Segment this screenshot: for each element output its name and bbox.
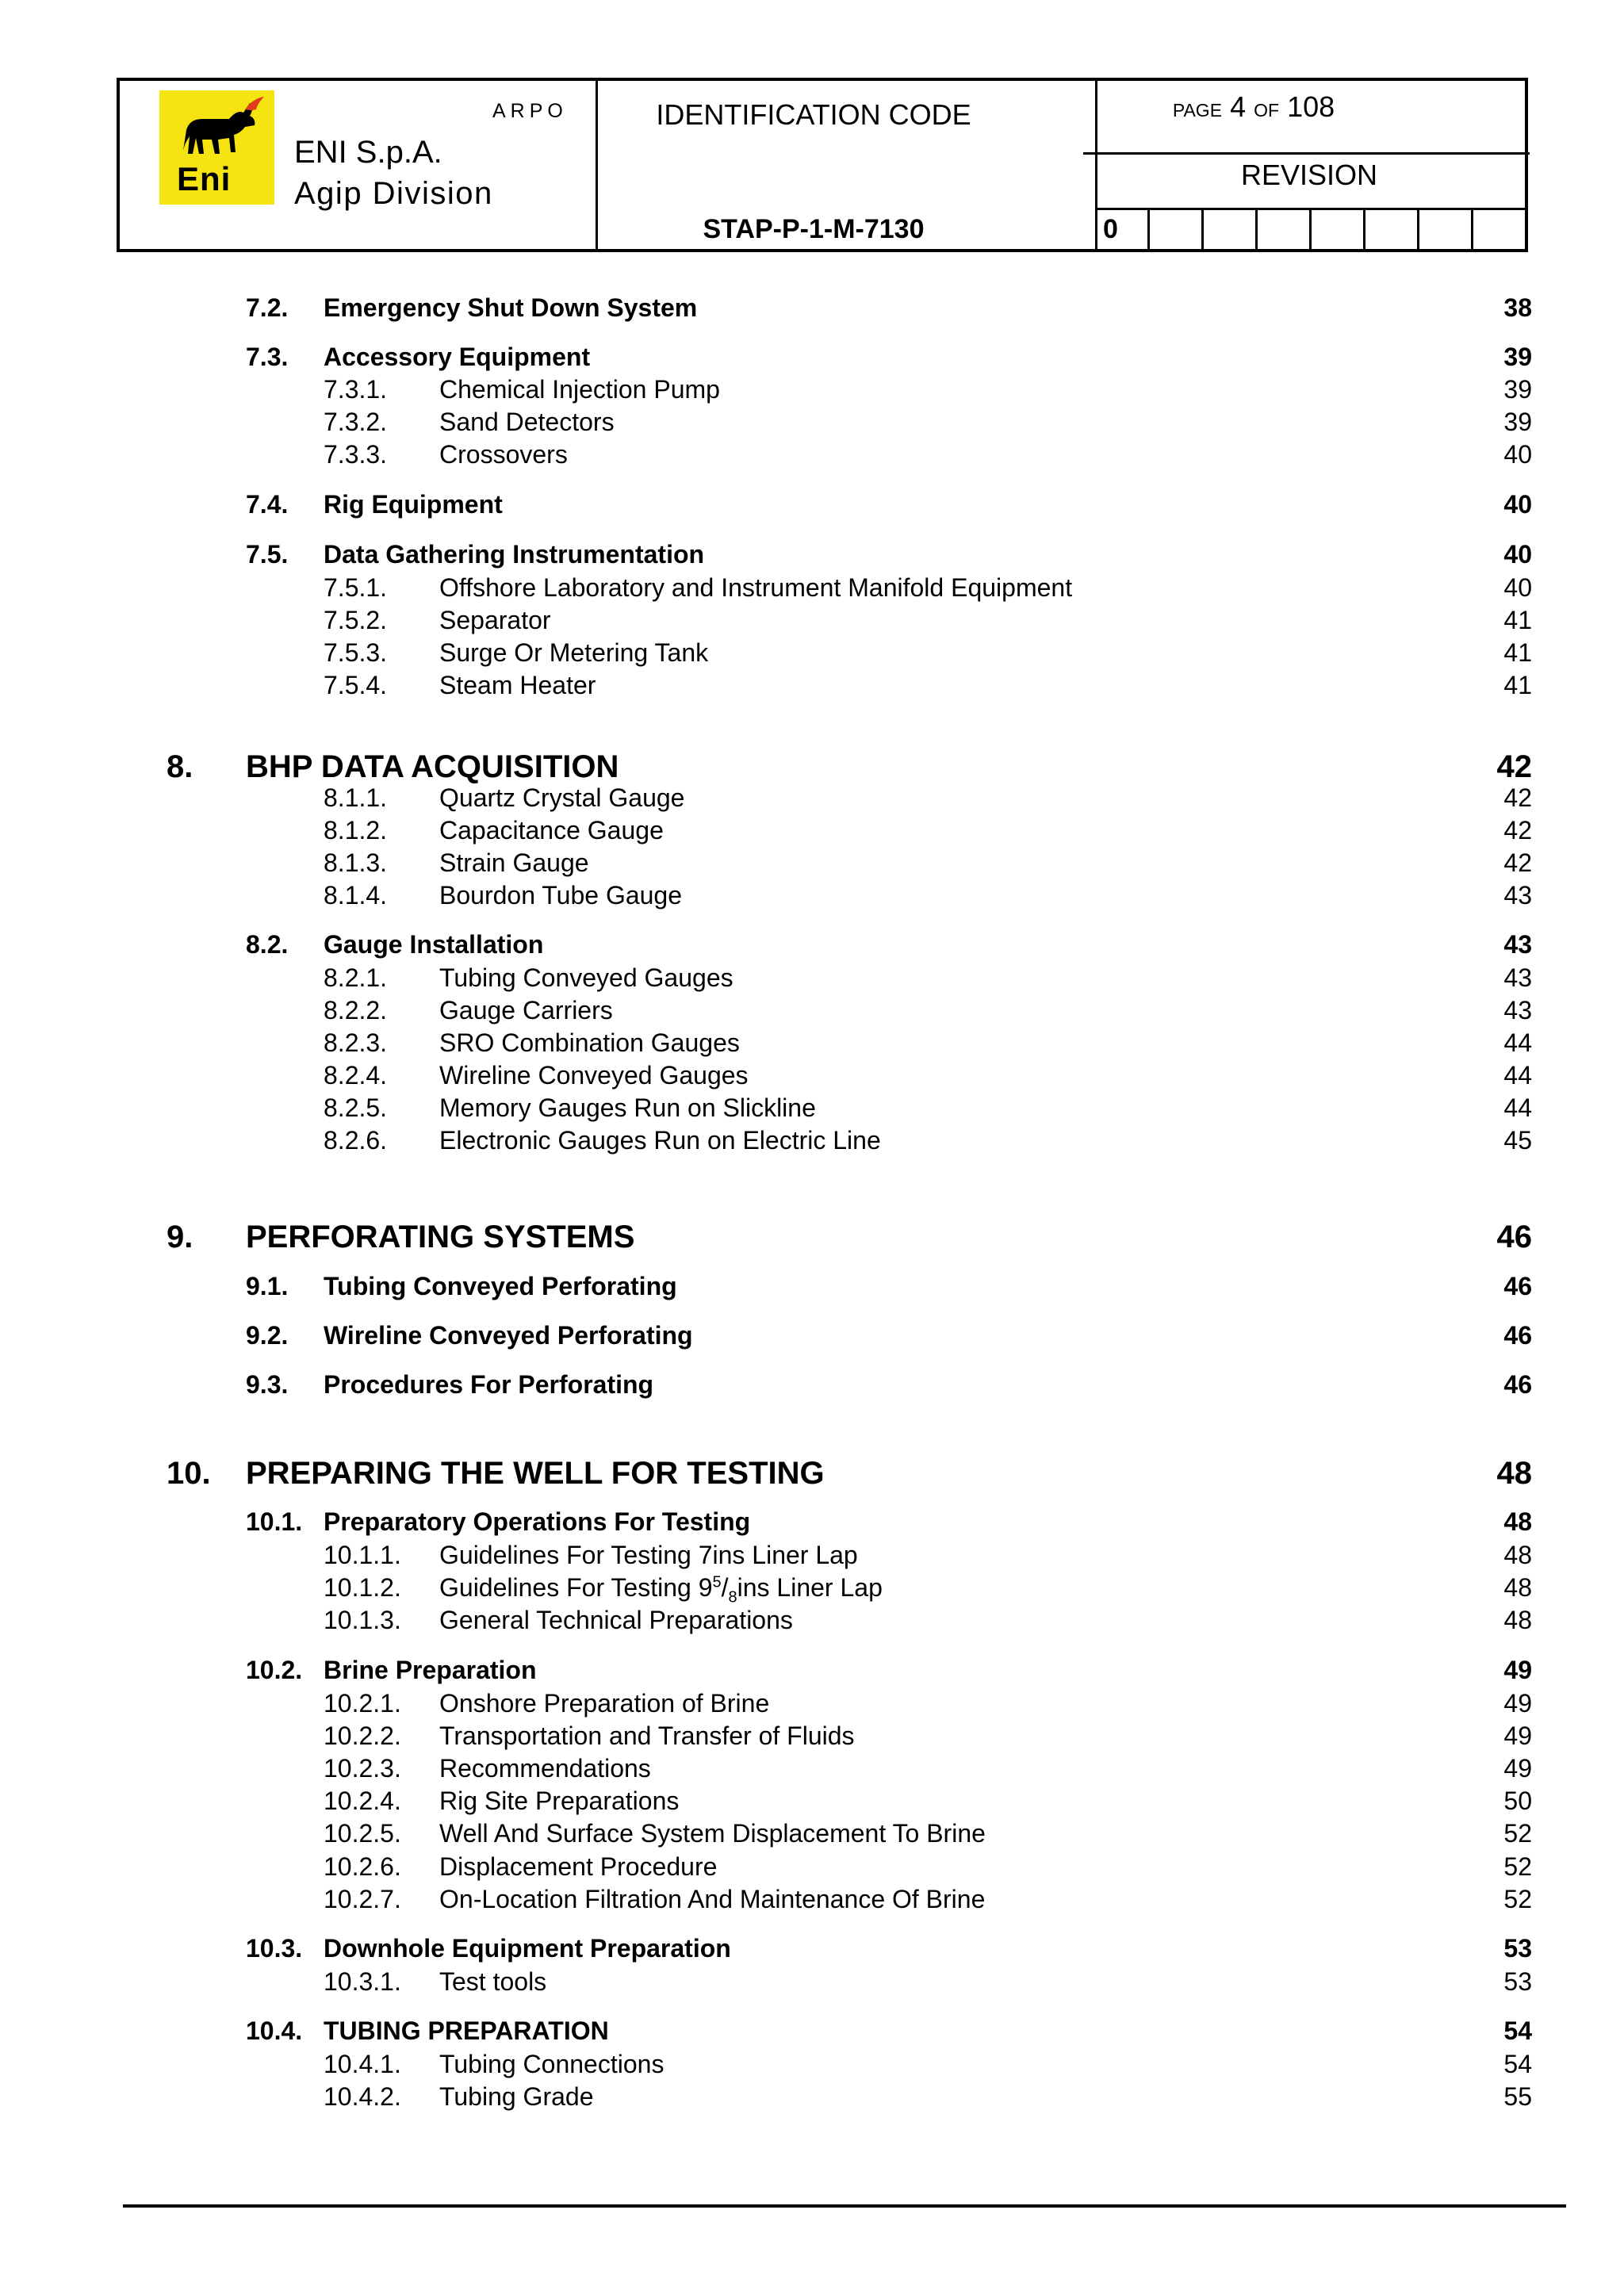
toc-number: 8.1.4. bbox=[324, 881, 388, 910]
revision-cell-divider bbox=[1309, 208, 1312, 249]
toc-number: 10.2. bbox=[246, 1656, 303, 1684]
toc-title: Wireline Conveyed Gauges bbox=[439, 1061, 749, 1090]
toc-subsection[interactable] bbox=[0, 440, 1624, 473]
toc-number: 10.4.1. bbox=[324, 2050, 401, 2078]
page-total: 108 bbox=[1287, 90, 1335, 123]
toc-number: 10.1.3. bbox=[324, 1606, 401, 1634]
toc-title: Separator bbox=[439, 606, 551, 634]
fraction-denominator: 8 bbox=[728, 1588, 737, 1607]
toc-title: Memory Gauges Run on Slickline bbox=[439, 1093, 816, 1122]
toc-subsection[interactable] bbox=[0, 2050, 1624, 2083]
toc-title-text: ins Liner Lap bbox=[737, 1573, 883, 1602]
toc-number: 7.3. bbox=[246, 343, 289, 371]
toc-page-number: 53 bbox=[1503, 1934, 1532, 1963]
toc-title: Crossovers bbox=[439, 440, 568, 469]
toc-page-number: 38 bbox=[1503, 293, 1532, 322]
toc-page-number: 39 bbox=[1503, 408, 1532, 436]
toc-title-text: Guidelines For Testing 9 bbox=[439, 1573, 713, 1602]
toc-subsection[interactable] bbox=[0, 1061, 1624, 1094]
toc-title: On-Location Filtration And Maintenance Of Brine bbox=[439, 1885, 986, 1913]
toc-page-number: 52 bbox=[1503, 1852, 1532, 1881]
header-divider bbox=[1083, 152, 1530, 155]
toc-page-number: 54 bbox=[1503, 2016, 1532, 2045]
toc-section[interactable] bbox=[0, 1370, 1624, 1404]
toc-subsection[interactable] bbox=[0, 816, 1624, 849]
toc-page-number: 50 bbox=[1503, 1787, 1532, 1815]
toc-page-number: 45 bbox=[1503, 1126, 1532, 1155]
toc-section[interactable] bbox=[0, 293, 1624, 327]
toc-page-number: 52 bbox=[1503, 1819, 1532, 1848]
toc-page-number: 40 bbox=[1503, 440, 1532, 469]
identification-code-label: IDENTIFICATION CODE bbox=[656, 98, 971, 131]
toc-title: TUBING PREPARATION bbox=[324, 2016, 609, 2045]
toc-number: 7.5.1. bbox=[324, 573, 388, 602]
toc-number: 9.2. bbox=[246, 1321, 289, 1350]
toc-section[interactable] bbox=[0, 1934, 1624, 1967]
toc-title: Quartz Crystal Gauge bbox=[439, 783, 685, 812]
toc-page-number: 48 bbox=[1503, 1541, 1532, 1569]
toc-number: 8.2.2. bbox=[324, 996, 388, 1024]
toc-page-number: 48 bbox=[1496, 1456, 1532, 1491]
toc-title: Procedures For Perforating bbox=[324, 1370, 654, 1399]
toc-section[interactable] bbox=[0, 490, 1624, 523]
division-name: Agip Division bbox=[294, 176, 493, 211]
toc-title: Test tools bbox=[439, 1967, 547, 1996]
toc-title: Chemical Injection Pump bbox=[439, 375, 720, 404]
toc-number: 10.1.2. bbox=[324, 1573, 401, 1602]
toc-subsection[interactable] bbox=[0, 671, 1624, 704]
toc-number: 10.3.1. bbox=[324, 1967, 401, 1996]
toc-subsection[interactable] bbox=[0, 1093, 1624, 1127]
toc-subsection[interactable] bbox=[0, 1028, 1624, 1062]
toc-title: Gauge Carriers bbox=[439, 996, 613, 1024]
toc-subsection[interactable] bbox=[0, 1126, 1624, 1159]
toc-number: 10.2.7. bbox=[324, 1885, 401, 1913]
toc-title: Well And Surface System Displacement To Brine bbox=[439, 1819, 986, 1848]
page-indicator bbox=[1095, 90, 1412, 124]
document-code: STAP-P-1-M-7130 bbox=[703, 214, 925, 244]
logo-wordmark: Eni bbox=[170, 160, 264, 198]
toc-number: 8.1.1. bbox=[324, 783, 388, 812]
toc-page-number: 44 bbox=[1503, 1061, 1532, 1090]
toc-subsection[interactable] bbox=[0, 963, 1624, 997]
toc-subsection[interactable] bbox=[0, 1721, 1624, 1755]
toc-page-number: 48 bbox=[1503, 1507, 1532, 1536]
toc-page-number: 42 bbox=[1503, 816, 1532, 844]
toc-page-number: 39 bbox=[1503, 375, 1532, 404]
toc-page-number: 55 bbox=[1503, 2082, 1532, 2111]
toc-page-number: 54 bbox=[1503, 2050, 1532, 2078]
toc-page-number: 52 bbox=[1503, 1885, 1532, 1913]
toc-page-number: 40 bbox=[1503, 573, 1532, 602]
toc-section[interactable] bbox=[0, 2016, 1624, 2050]
toc-title: Tubing Conveyed Gauges bbox=[439, 963, 733, 992]
toc-page-number: 40 bbox=[1503, 490, 1532, 519]
toc-subsection[interactable] bbox=[0, 1852, 1624, 1886]
toc-subsection[interactable] bbox=[0, 638, 1624, 672]
of-label: OF bbox=[1254, 100, 1280, 121]
toc-number: 7.3.2. bbox=[324, 408, 388, 436]
toc-title: Wireline Conveyed Perforating bbox=[324, 1321, 693, 1350]
page-label: PAGE bbox=[1172, 100, 1223, 121]
toc-page-number: 43 bbox=[1503, 963, 1532, 992]
toc-page-number: 43 bbox=[1503, 881, 1532, 910]
toc-subsection[interactable] bbox=[0, 408, 1624, 441]
toc-title: Surge Or Metering Tank bbox=[439, 638, 709, 667]
toc-title: Bourdon Tube Gauge bbox=[439, 881, 683, 910]
toc-title: PREPARING THE WELL FOR TESTING bbox=[246, 1456, 825, 1491]
page-number: 4 bbox=[1230, 90, 1247, 123]
toc-subsection[interactable] bbox=[0, 1689, 1624, 1722]
toc-title: Onshore Preparation of Brine bbox=[439, 1689, 770, 1718]
toc-number: 8. bbox=[167, 749, 193, 784]
toc-number: 10.3. bbox=[246, 1934, 303, 1963]
toc-number: 9.1. bbox=[246, 1272, 289, 1300]
toc-page-number: 40 bbox=[1503, 540, 1532, 569]
toc-number: 8.2.1. bbox=[324, 963, 388, 992]
toc-subsection[interactable] bbox=[0, 1787, 1624, 1820]
toc-page-number: 41 bbox=[1503, 671, 1532, 699]
toc-number: 10.2.6. bbox=[324, 1852, 401, 1881]
toc-number: 7.2. bbox=[246, 293, 289, 322]
toc-page-number: 39 bbox=[1503, 343, 1532, 371]
toc-number: 8.2.6. bbox=[324, 1126, 388, 1155]
toc-title: Offshore Laboratory and Instrument Manifold Equipment bbox=[439, 573, 1073, 602]
toc-subsection[interactable] bbox=[0, 1967, 1624, 2001]
toc-subsection[interactable] bbox=[0, 1541, 1624, 1574]
toc-title: Rig Equipment bbox=[324, 490, 503, 519]
toc-section[interactable] bbox=[0, 343, 1624, 376]
footer-rule bbox=[123, 2204, 1566, 2208]
toc-number: 7.4. bbox=[246, 490, 289, 519]
revision-label: REVISION bbox=[1240, 159, 1378, 191]
toc-number: 10.2.4. bbox=[324, 1787, 401, 1815]
toc-subsection[interactable] bbox=[0, 1885, 1624, 1918]
toc-number: 7.5. bbox=[246, 540, 289, 569]
toc-section[interactable] bbox=[0, 1656, 1624, 1689]
toc-page-number: 42 bbox=[1503, 783, 1532, 812]
toc-number: 8.2.4. bbox=[324, 1061, 388, 1090]
toc-title: BHP DATA ACQUISITION bbox=[246, 749, 619, 784]
toc-section[interactable] bbox=[0, 1321, 1624, 1354]
toc-title: Tubing Conveyed Perforating bbox=[324, 1272, 677, 1300]
toc-number: 10.1. bbox=[246, 1507, 303, 1536]
toc-title: SRO Combination Gauges bbox=[439, 1028, 740, 1057]
toc-number: 7.3.1. bbox=[324, 375, 388, 404]
toc-number: 7.5.2. bbox=[324, 606, 388, 634]
toc-title: Tubing Connections bbox=[439, 2050, 665, 2078]
toc-title: Gauge Installation bbox=[324, 930, 544, 959]
toc-page-number: 42 bbox=[1503, 848, 1532, 877]
toc-chapter[interactable] bbox=[0, 1456, 1624, 1489]
toc-subsection[interactable] bbox=[0, 1819, 1624, 1852]
toc-page-number: 49 bbox=[1503, 1721, 1532, 1750]
toc-number: 10.4. bbox=[246, 2016, 303, 2045]
toc-title: Strain Gauge bbox=[439, 848, 589, 877]
toc-number: 7.5.3. bbox=[324, 638, 388, 667]
toc-page-number: 46 bbox=[1503, 1370, 1532, 1399]
toc-subsection[interactable] bbox=[0, 1573, 1624, 1607]
toc-subsection[interactable] bbox=[0, 881, 1624, 914]
toc-number: 10.2.2. bbox=[324, 1721, 401, 1750]
toc-title: Tubing Grade bbox=[439, 2082, 594, 2111]
toc-title: Steam Heater bbox=[439, 671, 596, 699]
toc-page-number: 48 bbox=[1503, 1606, 1532, 1634]
toc-title: Sand Detectors bbox=[439, 408, 615, 436]
toc-subsection[interactable] bbox=[0, 375, 1624, 408]
toc-number: 9. bbox=[167, 1220, 193, 1254]
six-legged-dog-icon bbox=[167, 95, 266, 165]
toc-number: 10.1.1. bbox=[324, 1541, 401, 1569]
eni-logo bbox=[159, 90, 274, 205]
toc-chapter[interactable] bbox=[0, 1220, 1624, 1253]
toc-subsection[interactable] bbox=[0, 573, 1624, 607]
toc-page-number: 46 bbox=[1503, 1272, 1532, 1300]
toc-subsection[interactable] bbox=[0, 848, 1624, 882]
toc-number: 7.3.3. bbox=[324, 440, 388, 469]
toc-number: 10.4.2. bbox=[324, 2082, 401, 2111]
toc-number: 8.2. bbox=[246, 930, 289, 959]
toc-page-number: 44 bbox=[1503, 1093, 1532, 1122]
revision-cell-divider bbox=[1363, 208, 1365, 249]
toc-title: Emergency Shut Down System bbox=[324, 293, 698, 322]
toc-page-number: 49 bbox=[1503, 1689, 1532, 1718]
toc-subsection[interactable] bbox=[0, 996, 1624, 1029]
toc-subsection[interactable] bbox=[0, 606, 1624, 639]
toc-page-number: 53 bbox=[1503, 1967, 1532, 1996]
toc-section[interactable] bbox=[0, 1272, 1624, 1305]
toc-page-number: 43 bbox=[1503, 930, 1532, 959]
revision-cell-divider bbox=[1147, 208, 1150, 249]
toc-title: Guidelines For Testing 7ins Liner Lap bbox=[439, 1541, 858, 1569]
toc-page-number: 42 bbox=[1496, 749, 1532, 784]
toc-number: 9.3. bbox=[246, 1370, 289, 1399]
toc-number: 10.2.1. bbox=[324, 1689, 401, 1718]
toc-title: Brine Preparation bbox=[324, 1656, 537, 1684]
toc-subsection[interactable] bbox=[0, 2082, 1624, 2116]
toc-number: 10. bbox=[167, 1456, 211, 1491]
toc-title: Data Gathering Instrumentation bbox=[324, 540, 705, 569]
toc-page-number: 49 bbox=[1503, 1754, 1532, 1783]
toc-page-number: 48 bbox=[1503, 1573, 1532, 1602]
toc-title: Guidelines For Testing $9^5/_8ins$ Liner Lap bbox=[439, 1573, 883, 1607]
toc-chapter[interactable] bbox=[0, 749, 1624, 783]
toc-title: General Technical Preparations bbox=[439, 1606, 793, 1634]
toc-title: Transportation and Transfer of Fluids bbox=[439, 1721, 855, 1750]
document-header bbox=[117, 78, 1528, 252]
toc-page-number: 41 bbox=[1503, 606, 1532, 634]
revision-cell-divider bbox=[1201, 208, 1204, 249]
toc-page-number: 41 bbox=[1503, 638, 1532, 667]
toc-title: Electronic Gauges Run on Electric Line bbox=[439, 1126, 881, 1155]
toc-subsection[interactable] bbox=[0, 1754, 1624, 1787]
toc-page-number: 49 bbox=[1503, 1656, 1532, 1684]
toc-page-number: 46 bbox=[1496, 1220, 1532, 1254]
toc-number: 8.2.3. bbox=[324, 1028, 388, 1057]
toc-title: Capacitance Gauge bbox=[439, 816, 664, 844]
toc-section[interactable] bbox=[0, 930, 1624, 963]
fraction-numerator: 5 bbox=[712, 1573, 722, 1591]
revision-cell-divider bbox=[1255, 208, 1258, 249]
toc-title: Recommendations bbox=[439, 1754, 651, 1783]
toc-number: 8.2.5. bbox=[324, 1093, 388, 1122]
toc-title: Displacement Procedure bbox=[439, 1852, 718, 1881]
toc-page-number: 43 bbox=[1503, 996, 1532, 1024]
org-label: ARPO bbox=[492, 100, 568, 122]
toc-title: Rig Site Preparations bbox=[439, 1787, 680, 1815]
toc-number: 7.5.4. bbox=[324, 671, 388, 699]
company-name: ENI S.p.A. bbox=[294, 135, 442, 170]
toc-number: 8.1.2. bbox=[324, 816, 388, 844]
toc-number: 10.2.3. bbox=[324, 1754, 401, 1783]
toc-subsection[interactable] bbox=[0, 783, 1624, 817]
toc-title: Accessory Equipment bbox=[324, 343, 591, 371]
revision-value: 0 bbox=[1103, 214, 1118, 244]
toc-subsection[interactable] bbox=[0, 1606, 1624, 1639]
revision-cell-divider bbox=[1471, 208, 1473, 249]
toc-title: Downhole Equipment Preparation bbox=[324, 1934, 731, 1963]
toc-title: PERFORATING SYSTEMS bbox=[246, 1220, 635, 1254]
toc-section[interactable] bbox=[0, 1507, 1624, 1541]
toc-number: 8.1.3. bbox=[324, 848, 388, 877]
revision-cell-divider bbox=[1417, 208, 1419, 249]
toc-title: Preparatory Operations For Testing bbox=[324, 1507, 751, 1536]
toc-page-number: 44 bbox=[1503, 1028, 1532, 1057]
toc-page-number: 46 bbox=[1503, 1321, 1532, 1350]
toc-section[interactable] bbox=[0, 540, 1624, 573]
toc-number: 10.2.5. bbox=[324, 1819, 401, 1848]
